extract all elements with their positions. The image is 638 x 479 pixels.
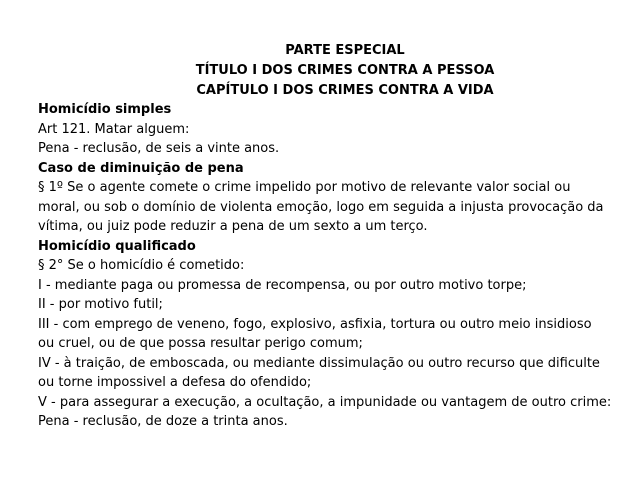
item-iii-line-1: III - com emprego de veneno, fogo, explosivo, asfixia, tortura ou outro meio insidioso [38, 316, 592, 332]
article-text [38, 100, 633, 432]
penalty-qualified: Pena - reclusão, de doze a trinta anos. [38, 414, 288, 429]
paragraph-1-line-2: moral, ou sob o domínio de violenta emoção, logo em seguida a injusta provocação da [38, 199, 604, 215]
item-iii-line-2: ou cruel, ou de que possa resultar perigo comum; [38, 336, 363, 351]
item-iv-line-2: ou torne impossivel a defesa do ofendido; [38, 375, 312, 390]
paragraph-2-intro: § 2° Se o homicídio é cometido: [38, 258, 245, 273]
heading-block [150, 41, 540, 101]
penalty-simple: Pena - reclusão, de seis a vinte anos. [38, 141, 280, 156]
item-v: V - para assegurar a execução, a ocultação, a impunidade ou vantagem de outro crime: [38, 394, 612, 410]
chapter-heading: CAPÍTULO I DOS CRIMES CONTRA A VIDA [196, 83, 494, 98]
section-heading-reduction: Caso de diminuição de pena [38, 160, 244, 176]
section-heading-simple-homicide: Homicídio simples [38, 102, 172, 117]
part-title: PARTE ESPECIAL [285, 43, 405, 58]
article-121: Art 121. Matar alguem: [38, 121, 190, 137]
paragraph-1-line-1: § 1º Se o agente comete o crime impelido por motivo de relevante valor social ou [38, 180, 571, 195]
item-ii: II - por motivo futil; [38, 297, 163, 312]
title-heading: TÍTULO I DOS CRIMES CONTRA A PESSOA [195, 63, 495, 78]
item-iv-line-1: IV - à traição, de emboscada, ou mediante dissimulação ou outro recurso que dificulte [38, 355, 600, 371]
section-heading-qualified-homicide: Homicídio qualificado [38, 238, 196, 254]
item-i: I - mediante paga ou promessa de recompensa, ou por outro motivo torpe; [38, 277, 527, 293]
paragraph-1-line-3: vítima, ou juiz pode reduzir a pena de um sexto a um terço. [38, 219, 428, 234]
